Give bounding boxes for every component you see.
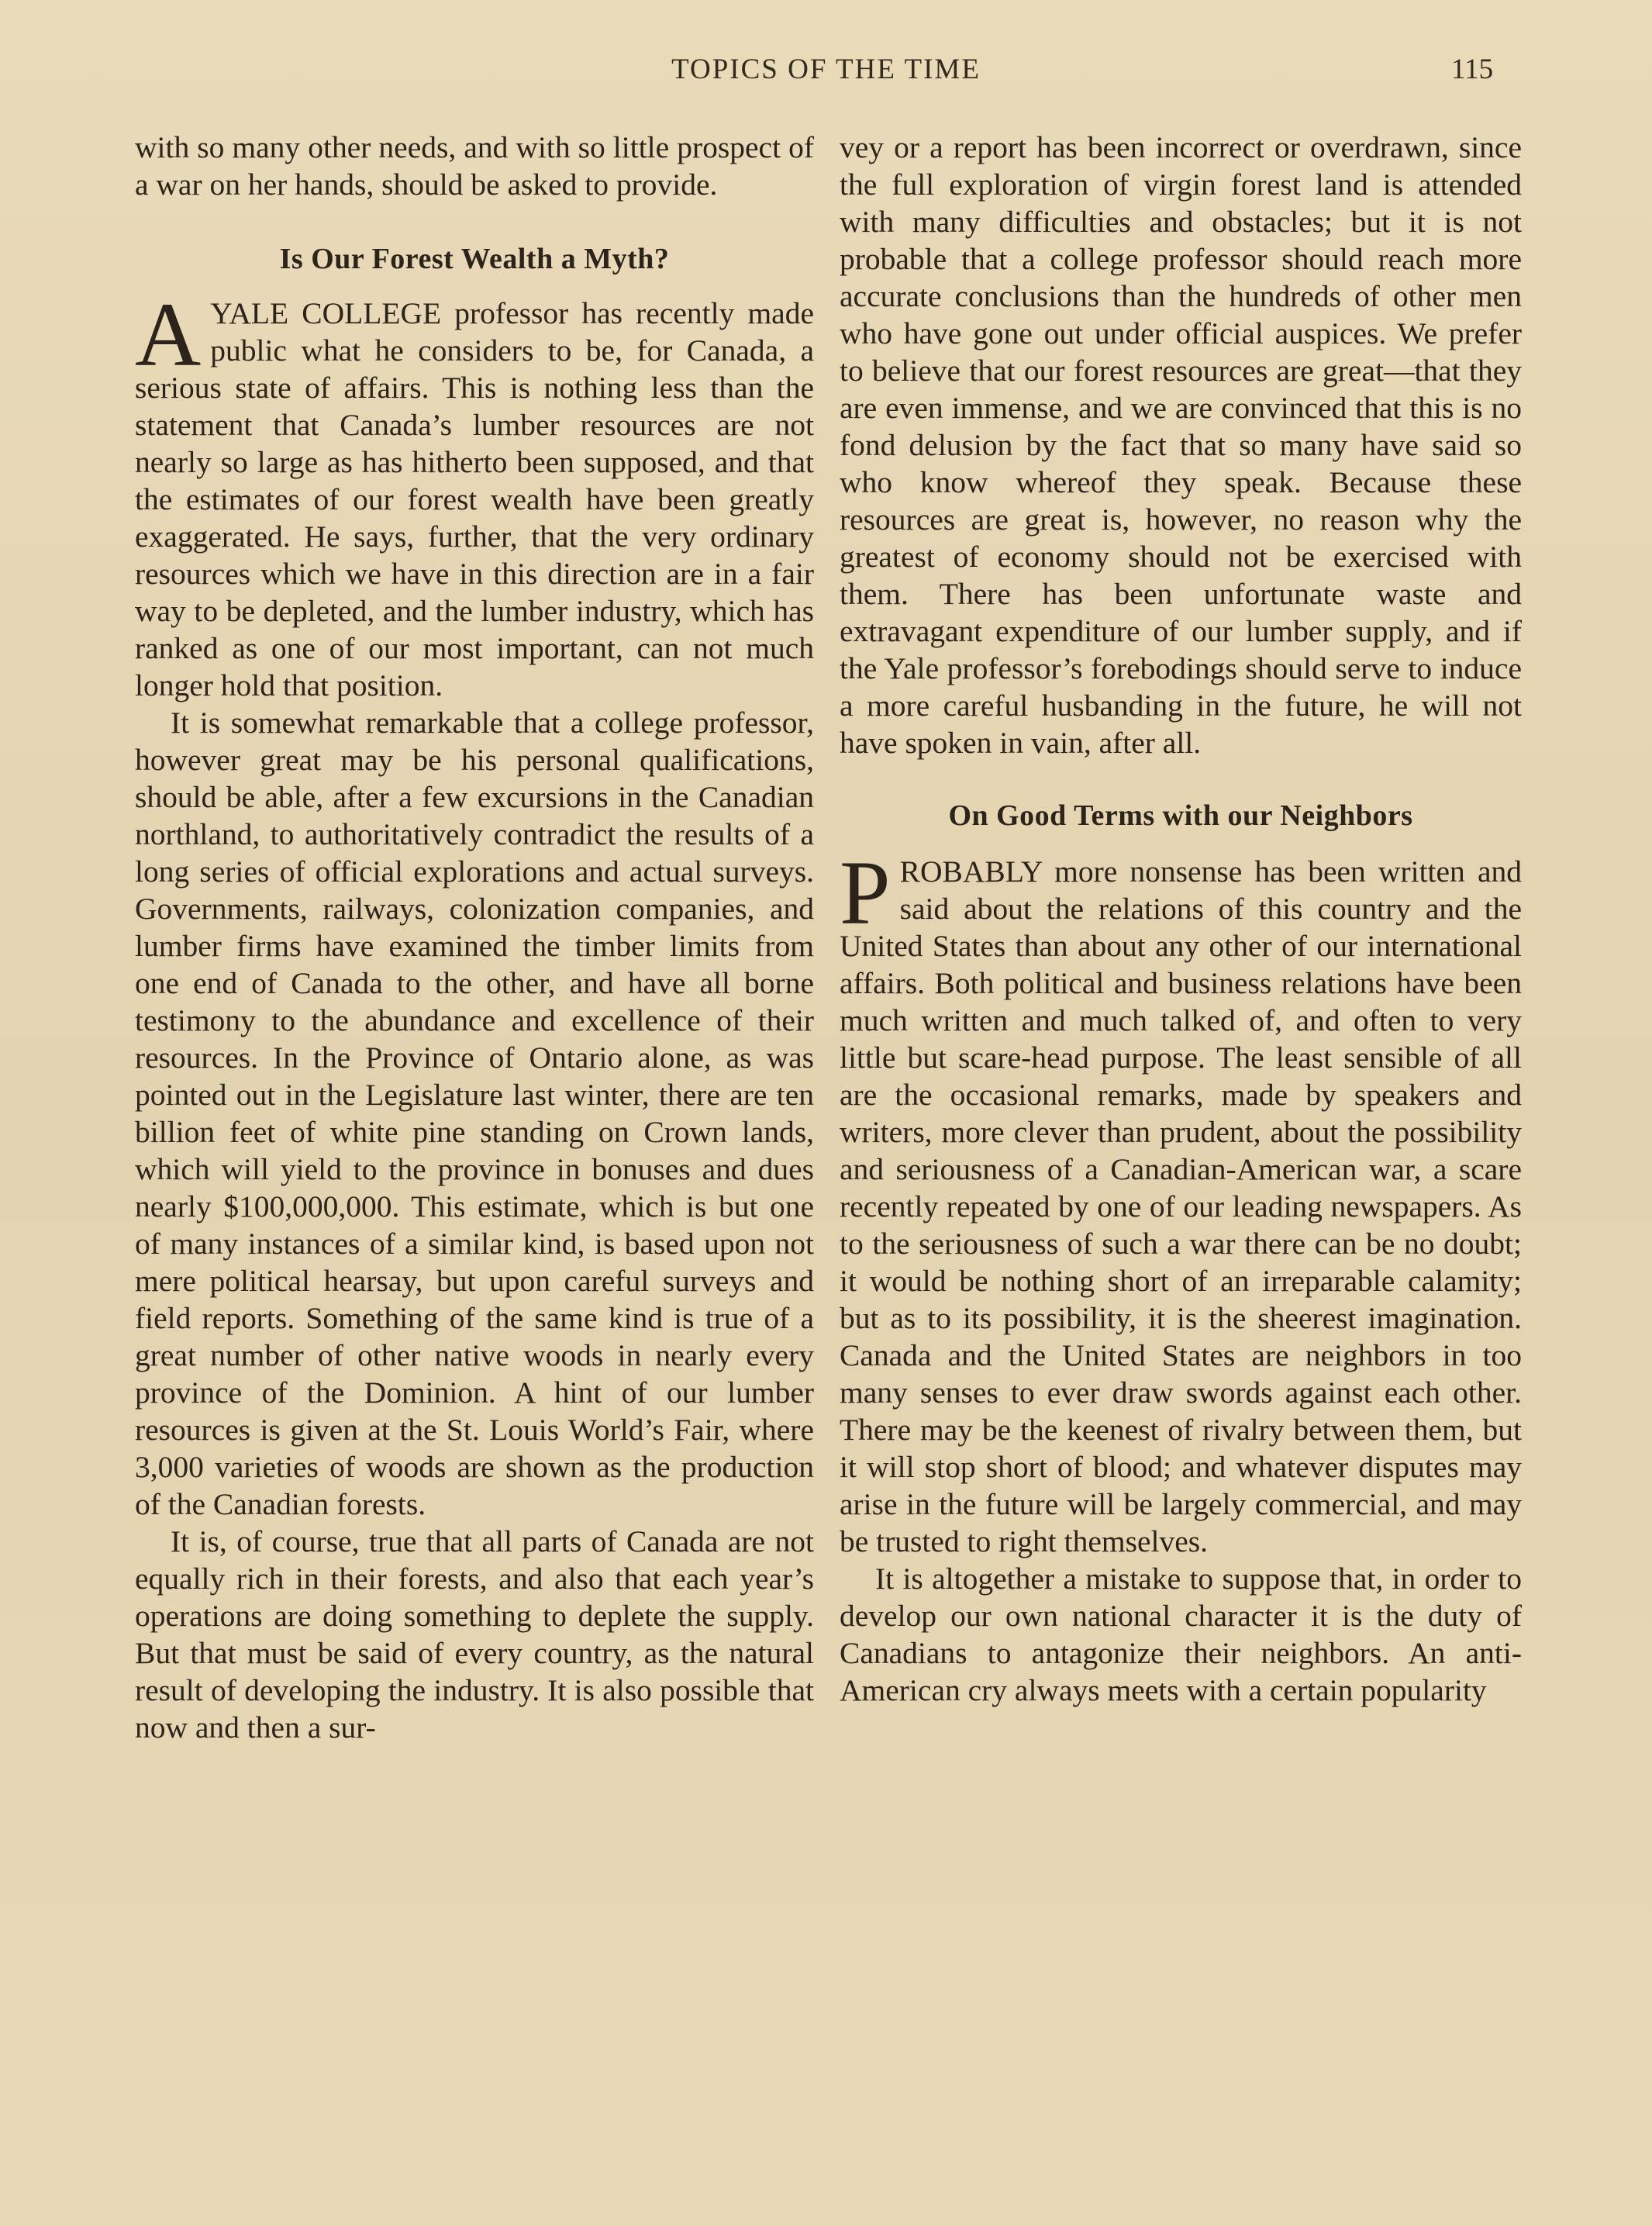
- page-number: 115: [1451, 53, 1494, 85]
- article-paragraph: It is, of course, true that all parts of Canada are not equally rich in their forests, and also that each year’s operations are doing something to deplete the supply. But that must be said of every country, as the natural result of developing the industry. It is also possible that now and then a sur-: [135, 1524, 814, 1745]
- article-title-good-terms: On Good Terms with our Neighbors: [948, 799, 1413, 832]
- article-paragraph: PROBABLY more nonsense has been written and said about the relations of this country and the United States than about any other of our international affairs. Both political and business relations have been much written and much talked of, and often to very little but scare-head purpose. The least sensible of all are the occasional remarks, made by speakers and writers, more clever than prudent, about the possibility and seriousness of a Canadian-American war, a scare recently repeated by one of our leading newspapers. As to the seriousness of such a war there can be no doubt; it would be nothing short of an irreparable calamity; but as to its possibility, it is the sheerest imagination. Canada and the United States are neighbors in too many senses to ever draw swords against each other. There may be the keenest of rivalry between them, but it will stop short of blood; and whatever disputes may arise in the future will be largely commercial, and may be trusted to right themselves.: [840, 842, 1522, 1558]
- continuation-paragraph: with so many other needs, and with so little prospect of a war on her hands, should be asked to provide.: [135, 130, 814, 202]
- article-paragraph: It is altogether a mistake to suppose that, in order to develop our own national character it is the duty of Canadians to antagonize their neighbors. An anti-American cry always meets with a certain popularity: [840, 1562, 1522, 1707]
- article-title-forest-wealth: Is Our Forest Wealth a Myth?: [279, 243, 670, 275]
- right-column: [840, 129, 1522, 1709]
- article-paragraph: It is somewhat remarkable that a college professor, however great may be his personal qualifications, should be able, after a few excursions in the Canadian northland, to authoritatively contradict the results of a long series of official explorations and actual surveys. Governments, railways, colonization companies, and lumber firms have examined the timber limits from one end of Canada to the other, and have all borne testimony to the abundance and excellence of their resources. In the Province of Ontario alone, as was pointed out in the Legislature last winter, there are ten billion feet of white pine standing on Crown lands, which will yield to the province in bonuses and dues nearly $100,000,000. This estimate, which is but one of many instances of a similar kind, is based upon not mere political hearsay, but upon careful surveys and field reports. Something of the same kind is true of a great number of other native woods in nearly every province of the Dominion. A hint of our lumber resources is given at the St. Louis World’s Fair, where 3,000 varieties of woods are shown as the production of the Canadian forests.: [135, 706, 814, 1521]
- left-column: [135, 129, 814, 1746]
- continuation-paragraph: vey or a report has been incorrect or overdrawn, since the full exploration of virgin forest land is attended with many difficulties and obstacles; but it is not probable that a college professor should reach more accurate conclusions than the hundreds of other men who have gone out under official auspices. We prefer to believe that our forest resources are great—that they are even immense, and we are convinced that this is no fond delusion by the fact that so many have said so who know whereof they speak. Because these resources are great is, however, no reason why the greatest of economy should not be exercised with them. There has been unfortunate waste and extravagant expenditure of our lumber supply, and if the Yale professor’s forebodings should serve to induce a more careful husbanding in the future, he will not have spoken in vain, after all.: [840, 130, 1522, 760]
- article-paragraph: AYALE COLLEGE professor has recently made public what he considers to be, for Canada, a serious state of affairs. This is nothing less than the statement that Canada’s lumber resources are not nearly so large as has hitherto been supposed, and that the estimates of our forest wealth have been greatly exaggerated. He says, further, that the very ordinary resources which we have in this direction are in a fair way to be depleted, and the lumber industry, which has ranked as one of our most important, can not much longer hold that position.: [135, 284, 814, 702]
- running-head: TOPICS OF THE TIME: [671, 53, 981, 85]
